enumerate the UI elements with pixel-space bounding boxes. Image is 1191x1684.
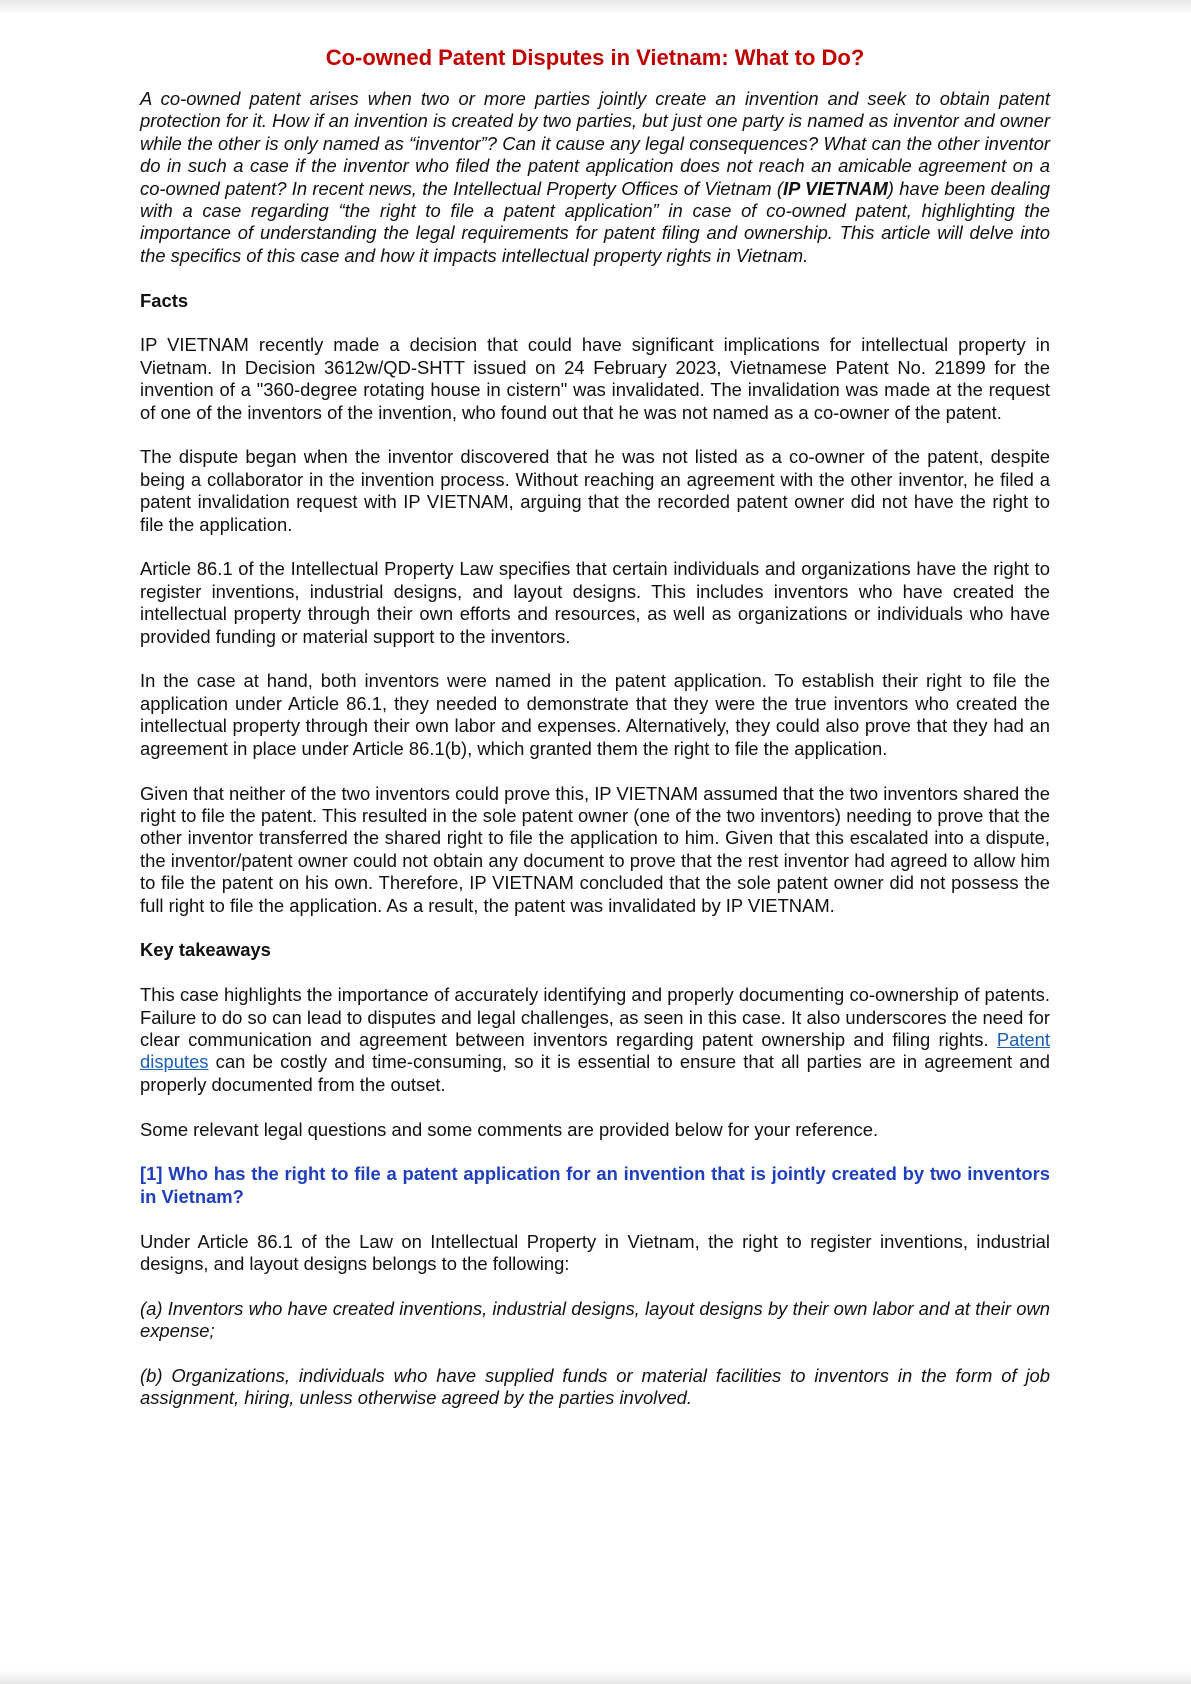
facts-paragraph-4: In the case at hand, both inventors were named in the patent application. To establish their right to file the application under Article 86.1, they needed to demonstrate that they were the true inventors who created the intellectual property through their own labor and expenses. Alternatively, they could also prove that they had an agreement in place under Article 86.1(b), which granted them the right to file the application. <box>140 670 1050 759</box>
takeaways-heading: Key takeaways <box>140 939 271 961</box>
intro-paragraph <box>140 88 1050 267</box>
intro-text-2: ) have been dealing with a case regarding “the right to file a patent application” in case of co-owned patent, highlighting the importance of understanding the legal requirements for patent filing and ownership. This article will delve into the specifics of this case and how it impacts intellectual property rights in Vietnam. <box>140 177 1050 266</box>
intro-text-1: A co-owned patent arises when two or more parties jointly create an invention and seek to obtain patent protection for it. How if an invention is created by two parties, but just one party is named as inventor and owner while the other is only named as “inventor”? Can it cause any legal consequences? What can the other inventor do in such a case if the inventor who filed the patent application does not reach an amicable agreement on a co-owned patent? In recent news, the Intellectual Property Offices of Vietnam ( <box>140 88 1050 199</box>
takeaways-paragraph <box>140 984 1050 1096</box>
answer-1-item-b: (b) Organizations, individuals who have supplied funds or material facilities to inventors in the form of job assignment, hiring, unless otherwise agreed by the parties involved. <box>140 1364 1050 1409</box>
facts-paragraph-5: Given that neither of the two inventors could prove this, IP VIETNAM assumed that the two inventors shared the right to file the patent. This resulted in the sole patent owner (one of the two inventors) needing to prove that the other inventor transferred the shared right to file the application to him. Given that this escalated into a dispute, the inventor/patent owner could not obtain any document to prove that the rest inventor had agreed to allow him to file the patent on his own. Therefore, IP VIETNAM concluded that the sole patent owner did not possess the full right to file the application. As a result, the patent was invalidated by IP VIETNAM. <box>140 782 1050 916</box>
facts-paragraph-3: Article 86.1 of the Intellectual Property Law specifies that certain individuals and organizations have the right to register inventions, industrial designs, and layout designs. This includes inventors who have created the intellectual property through their own efforts and resources, as well as organizations or individuals who have provided funding or material support to the inventors. <box>140 558 1050 647</box>
page-title: Co-owned Patent Disputes in Vietnam: What to Do? <box>325 45 865 70</box>
facts-paragraph-2: The dispute began when the inventor discovered that he was not listed as a co-owner of the patent, despite being a collaborator in the invention process. Without reaching an agreement with the other inventor, he filed a patent invalidation request with IP VIETNAM, arguing that the recorded patent owner did not have the right to file the application. <box>140 446 1050 535</box>
facts-paragraph-1: IP VIETNAM recently made a decision that could have significant implications for intellectual property in Vietnam. In Decision 3612w/QD-SHTT issued on 24 February 2023, Vietnamese Patent No. 21899 for the invention of a "360-degree rotating house in cistern" was invalidated. The invalidation was made at the request of one of the inventors of the invention, who found out that he was not named as a co-owner of the patent. <box>140 334 1050 423</box>
answer-1-paragraph: Under Article 86.1 of the Law on Intellectual Property in Vietnam, the right to register inventions, industrial designs, and layout designs belongs to the following: <box>140 1230 1050 1274</box>
question-1-heading: [1] Who has the right to file a patent application for an invention that is jointly created by two inventors in Vietnam? <box>140 1163 1050 1207</box>
page-bottom-edge <box>0 1670 1191 1684</box>
reference-note: Some relevant legal questions and some comments are provided below for your reference. <box>140 1118 879 1140</box>
facts-heading: Facts <box>140 289 189 311</box>
takeaways-text-2: can be costly and time-consuming, so it is essential to ensure that all parties are in agreement and properly documented from the outset. <box>140 1051 1050 1095</box>
takeaways-text-1: This case highlights the importance of accurately identifying and properly documenting co-ownership of patents. Failure to do so can lead to disputes and legal challenges, as seen in this case. It also underscores the need for clear communication and agreement between inventors regarding patent ownership and filing rights. <box>140 984 1050 1050</box>
page-top-edge <box>0 0 1191 14</box>
document-page <box>140 40 1050 1432</box>
patent-disputes-link[interactable]: Patent disputes <box>140 1028 1050 1073</box>
intro-bold-ip-vietnam: IP VIETNAM <box>783 177 888 199</box>
answer-1-item-a: (a) Inventors who have created inventions, industrial designs, layout designs by their own labor and at their own expense; <box>140 1297 1050 1342</box>
